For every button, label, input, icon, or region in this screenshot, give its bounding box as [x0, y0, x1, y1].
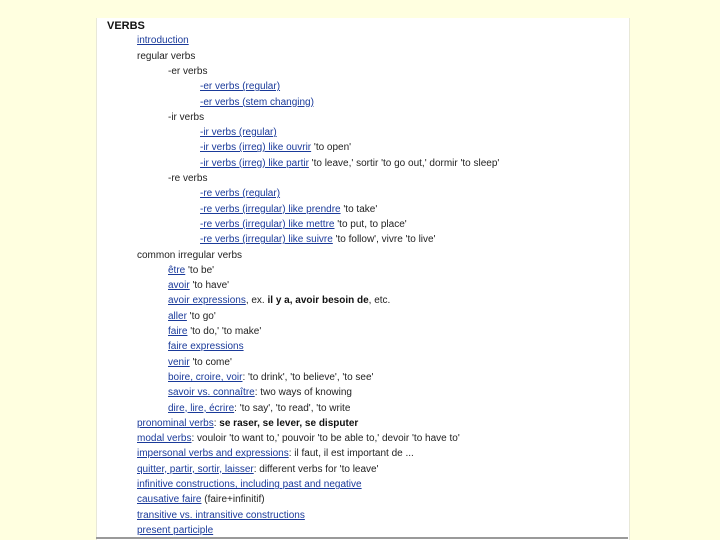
outline-link[interactable]: avoir	[168, 280, 190, 292]
outline-item	[137, 464, 379, 476]
outline-text: -ir verbs	[168, 111, 205, 123]
outline-text: 'to take'	[340, 203, 378, 215]
outline-link[interactable]: transitive vs. intransitive constructions	[137, 509, 305, 521]
bold-example-text: il y a, avoir besoin de	[267, 295, 369, 307]
outline-item	[200, 204, 377, 216]
outline-link[interactable]: modal verbs	[137, 433, 192, 445]
outline-link[interactable]: causative faire	[137, 494, 202, 506]
outline-text: 'to be'	[185, 264, 215, 276]
outline-text: 'to follow', vivre 'to live'	[332, 234, 436, 246]
outline-link[interactable]: pronominal verbs	[137, 417, 214, 429]
outline-item	[200, 158, 499, 170]
outline-link[interactable]: present participle	[137, 524, 214, 536]
outline-item	[137, 494, 265, 506]
outline-item	[200, 219, 407, 231]
outline-item	[137, 35, 189, 47]
outline-link[interactable]: -re verbs (irregular) like suivre	[200, 234, 333, 246]
outline-item	[137, 250, 242, 262]
outline-text: : 'to say', 'to read', 'to write	[234, 402, 351, 414]
outline-text: , etc.	[368, 295, 391, 307]
outline-link[interactable]: quitter, partir, sortir, laisser	[137, 463, 254, 475]
outline-text: 'to do,' 'to make'	[187, 326, 262, 337]
outline-text: VERBS	[107, 20, 145, 32]
outline-item	[200, 142, 351, 154]
outline-link[interactable]: -ir verbs (irreg) like ouvrir	[200, 142, 312, 154]
outline-item	[168, 372, 373, 384]
outline-text: : vouloir 'to want to,' pouvoir 'to be able to,' devoir 'to have to'	[191, 433, 460, 445]
bottom-divider	[96, 537, 628, 539]
outline-text: : 'to drink', 'to believe', 'to see'	[242, 371, 374, 383]
outline-text: : different verbs for 'to leave'	[253, 463, 379, 475]
outline-link[interactable]: boire, croire, voir	[168, 371, 243, 383]
outline-link[interactable]: infinitive constructions, including past and negative	[137, 479, 362, 490]
outline-link[interactable]: savoir vs. connaître	[168, 387, 255, 399]
outline-text: 'to put, to place'	[334, 218, 407, 230]
outline-link[interactable]: -ir verbs (irreg) like partir	[200, 157, 309, 169]
outline-text: 'to open'	[311, 142, 352, 154]
outline-item	[168, 66, 207, 78]
outline-item	[168, 173, 207, 185]
outline-item	[168, 311, 216, 323]
outline-link[interactable]: impersonal verbs and expressions	[137, 448, 289, 460]
outline-panel	[96, 18, 630, 540]
outline-text: , ex.	[245, 295, 268, 307]
outline-item	[168, 326, 261, 338]
outline-item	[168, 387, 352, 399]
outline-link[interactable]: avoir expressions	[168, 295, 246, 307]
bold-example-text: se raser, se lever, se disputer	[219, 417, 359, 429]
outline-item	[168, 265, 214, 277]
outline-text: 'to come'	[189, 356, 232, 368]
outline-link[interactable]: aller	[168, 310, 187, 322]
outline-item	[137, 418, 358, 430]
outline-item	[168, 341, 244, 353]
outline-item	[137, 51, 195, 63]
outline-text: common irregular verbs	[137, 249, 243, 261]
outline-item	[137, 448, 414, 460]
outline-item	[200, 97, 314, 109]
outline-link[interactable]: introduction	[137, 35, 189, 47]
outline-text: -er verbs	[168, 65, 208, 77]
outline-text: 'to go'	[186, 310, 216, 322]
outline-item	[200, 81, 280, 93]
outline-text: regular verbs	[137, 50, 196, 62]
outline-item	[168, 357, 232, 369]
outline-link[interactable]: venir	[168, 356, 190, 368]
outline-heading	[107, 20, 145, 32]
outline-text: 'to leave,' sortir 'to go out,' dormir 'to sleep'	[308, 157, 500, 169]
outline-text: : il faut, il est important de ...	[288, 448, 414, 460]
outline-link[interactable]: être	[168, 264, 186, 276]
outline-link[interactable]: -er verbs (stem changing)	[200, 96, 314, 108]
outline-item	[168, 280, 229, 292]
outline-item	[200, 234, 435, 246]
outline-item	[137, 479, 362, 491]
outline-link[interactable]: faire	[168, 326, 188, 337]
outline-text: :	[213, 417, 220, 429]
outline-item	[168, 403, 350, 415]
outline-text: 'to have'	[189, 280, 230, 292]
outline-item	[200, 127, 277, 139]
outline-item	[137, 433, 460, 445]
outline-link[interactable]: faire expressions	[168, 341, 244, 353]
outline-link[interactable]: -re verbs (irregular) like mettre	[200, 218, 335, 230]
outline-text: -re verbs	[168, 173, 208, 184]
outline-text: : two ways of knowing	[254, 387, 352, 399]
outline-item	[137, 525, 213, 537]
outline-link[interactable]: dire, lire, écrire	[168, 402, 235, 414]
outline-item	[137, 510, 305, 522]
outline-item	[168, 295, 390, 307]
outline-link[interactable]: -re verbs (irregular) like prendre	[200, 203, 341, 215]
outline-link[interactable]: -re verbs (regular)	[200, 188, 281, 200]
outline-item	[200, 188, 280, 200]
outline-link[interactable]: -ir verbs (regular)	[200, 127, 277, 139]
outline-item	[168, 112, 204, 124]
outline-link[interactable]: -er verbs (regular)	[200, 81, 281, 93]
outline-text: (faire+infinitif)	[201, 494, 265, 506]
